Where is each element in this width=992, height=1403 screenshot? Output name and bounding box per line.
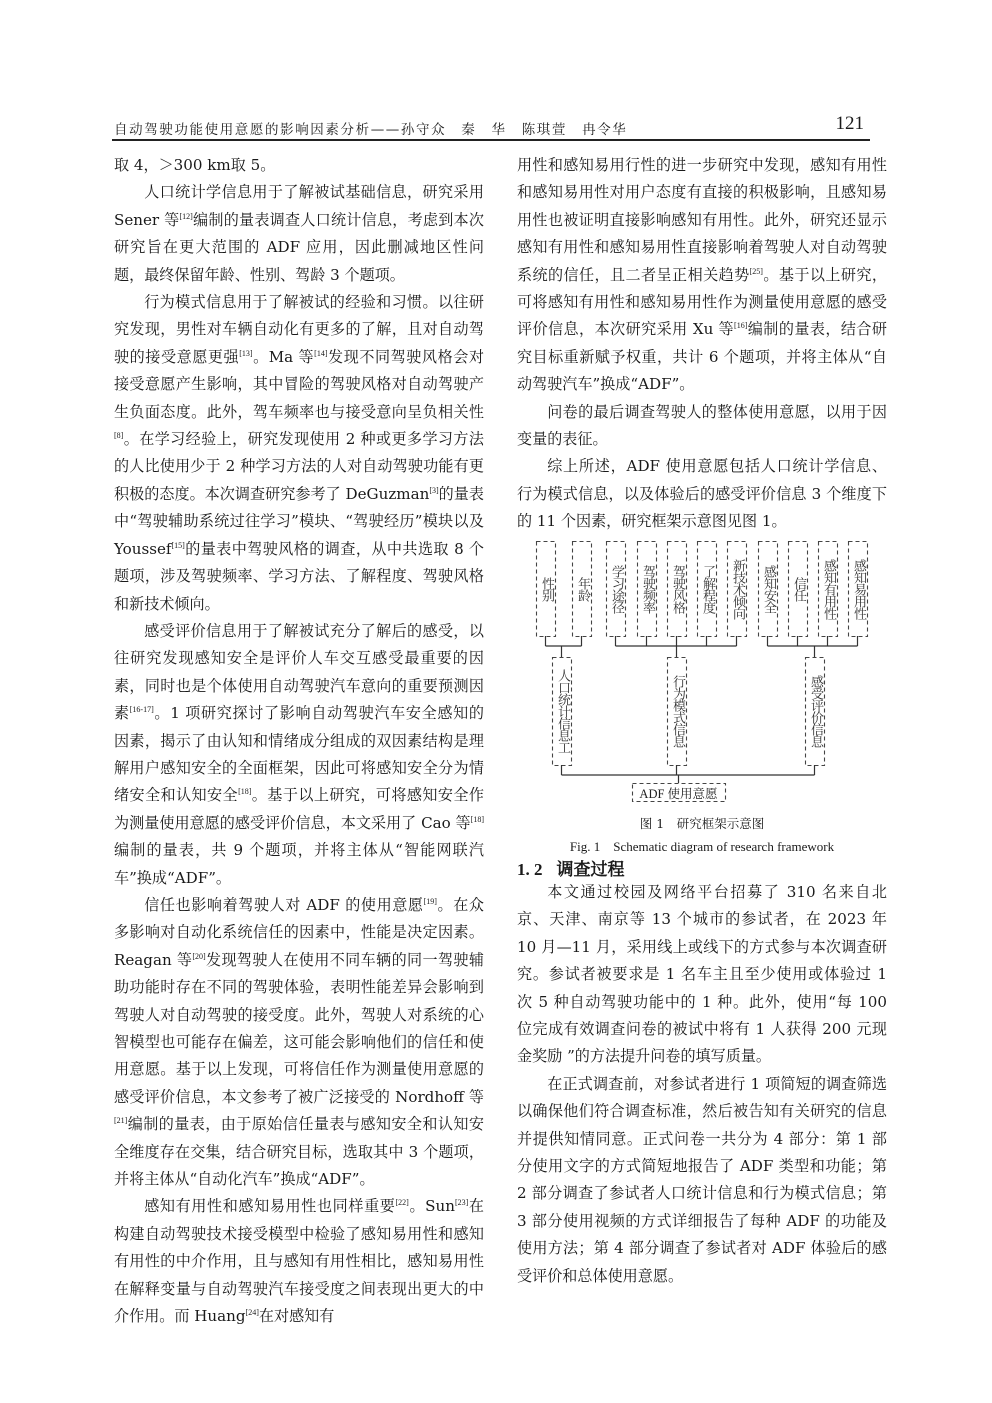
citation[interactable]: [16-17] (129, 705, 154, 715)
research-framework-figure (525, 535, 885, 820)
text: 编制的量表，共 9 个题项，并将主体从“智能网联汽车”换成“ADF”。 (114, 841, 484, 887)
text: 编制的量表，结合研究目标重新赋予权重，共计 6 个题项，并将主体从“自动驾驶汽车”换成“ADF”。 (517, 320, 887, 394)
citation[interactable]: [25] (749, 266, 763, 276)
text: 。在学习经验上，研究发现使用 2 种或更多学习方法的人比使用少于 2 种学习方法的人对自动驾驶功能有更积极的态度。本次调查研究参考了 DeGuzman (114, 430, 484, 503)
factor-label: 学习途径 (609, 564, 624, 613)
dimension-label: 感受评价信息 (808, 675, 823, 747)
right-column (517, 152, 887, 536)
text: 。Sun (408, 1197, 455, 1216)
text: 。基于以上研究，可将感知有用性和感知易用性作为测量使用意愿的感受评价信息，本次研究采用 Xu 等 (517, 265, 887, 339)
citation[interactable]: [14] (314, 348, 328, 358)
paragraph-demographics (114, 179, 484, 289)
factor-label: 驾驶风格 (670, 564, 685, 613)
text: 的量表中驾驶风格的调查，从中共选取 8 个题项，涉及驾驶频率、学习方法、了解程度、驾驶风格和新技术倾向。 (114, 539, 484, 613)
left-column (114, 152, 484, 1330)
dimension-label: 人口统计信息工 (555, 669, 570, 753)
figure-caption-cn: 图 1 研究框架示意图 (639, 816, 765, 831)
text: 。1 项研究探讨了影响自动驾驶汽车安全感知的因素，揭示了由认知和情绪成分组成的双因素结构是理解用户感知安全的全面框架，因此可将感知安全分为情绪安全和认知安全 (114, 704, 484, 805)
section-heading (517, 855, 625, 880)
text: 感知有用性和感知易用性也同样重要 (144, 1197, 396, 1216)
paragraph-perception (114, 618, 484, 892)
figure-caption-en: Fig. 1 Schematic diagram of research framework (569, 839, 835, 854)
paragraph-trust (114, 892, 484, 1193)
text: 信任也影响着驾驶人对 ADF 的使用意愿 (144, 895, 424, 914)
citation[interactable]: [22] (395, 1198, 409, 1208)
section-title: 调查过程 (556, 860, 625, 880)
citation[interactable]: [12] (179, 211, 193, 221)
text: 取 4，＞300 km取 5。 (114, 156, 276, 174)
text: 感受评价信息用于了解被试充分了解后的感受，以往研究发现感知安全是评价人车交互感受最重要的因素，同时也是个体使用自动驾驶汽车意向的重要预测因素 (114, 621, 484, 723)
text: 人口统计学信息用于了解被试基础信息，研究采用 Sener 等 (114, 183, 484, 229)
paragraph-usefulness (114, 1193, 484, 1330)
citation[interactable]: [18] (238, 787, 252, 797)
citation[interactable]: [19] (423, 896, 437, 906)
paragraph-summary: 综上所述，ADF 使用意愿包括人口统计学信息、行为模式信息，以及体验后的感受评价信息 3 个维度下的 11 个因素，研究框架示意图见图 1。 (517, 457, 887, 531)
paragraph-behavior (114, 289, 484, 618)
citation[interactable]: [15] (171, 540, 185, 550)
citation[interactable]: [13] (239, 348, 253, 358)
section-number: 1. 2 (517, 860, 543, 879)
paragraph-procedure: 在正式调查前，对参试者进行 1 项简短的调查筛选以确保他们符合调查标准，然后被告知有关研究的信息并提供知情同意。正式问卷一共分为 4 部分：第 1 部分使用文字的方式简短地报告了 ADF 类型和功能；第 2 部分调查了参试者人口统计信息和行为模式信息；第 3 部分使用视频的方式详细报告了每种 ADF 的功能及使用方法；第 4 部分调查了参试者对 ADF 体验后的感受评价和总体使用意愿。 (517, 1074, 887, 1285)
text: 行为模式信息用于了解被试的经验和习惯。以往研究发现，男性对车辆自动化有更多的了解，且对自动驾驶的接受意愿更强 (114, 293, 484, 366)
paragraph-overall-intention: 问卷的最后调查驾驶人的整体使用意愿，以用于因变量的表征。 (517, 402, 887, 449)
factor-label: 驾驶频率 (640, 564, 655, 613)
paragraph-recruitment: 本文通过校园及网络平台招募了 310 名来自北京、天津、南京等 13 个城市的参试者，在 2023 年 10 月—11 月，采用线上或线下的方式参与本次调查研究。参试者被要求是 1 名车主且至少使用或体验过 1 次 5 种自动驾驶功能中的 1 种。此外，使用“每 100 位完成有效调查问卷的被试中将有 1 人获得 200 元现金奖励 ”的方法提升问卷的填写质量。 (517, 883, 887, 1066)
factor-label: 信任 (791, 576, 806, 601)
paragraph-continuation (114, 152, 484, 179)
factor-label: 新技术倾向 (730, 558, 745, 619)
citation[interactable]: [23] (454, 1198, 469, 1208)
citation[interactable]: [18] (470, 814, 484, 824)
text: 。基于以上研究，可将感知安全作为测量使用意愿的感受评价信息，本文采用了 Cao 等 (114, 786, 484, 832)
text: 。Ma 等 (252, 347, 315, 366)
factor-label: 感知有用性 (821, 558, 836, 619)
factor-label: 感知易用性 (851, 558, 866, 619)
factor-label: 感知安全 (761, 564, 776, 613)
paragraph-usefulness-cont (517, 152, 887, 399)
factor-label: 了解程度 (700, 564, 715, 613)
page-number: 121 (835, 113, 864, 134)
text: 在构建自动驾驶技术接受模型中检验了感知易用性和感知有用性的中介作用，且与感知有用性相比，感知易用性在解释变量与自动驾驶汽车接受度之间表现出更大的中介作用。而 Huang (114, 1197, 484, 1326)
text: 。在众多影响对自动化系统信任的因素中，性能是决定因素。Reagan 等 (114, 895, 484, 969)
factor-label: 年龄 (575, 576, 590, 601)
text: 编制的量表调查人口统计信息，考虑到本次研究旨在更大范围的 ADF 应用，因此删减地区性问题，最终保留年龄、性别、驾龄 3 个题项。 (114, 210, 484, 284)
factor-label: 性别 (539, 576, 554, 601)
text: 的量表中“驾驶辅助系统过往学习”模块、“驾驶经历”模块以及 Youssef (114, 484, 484, 558)
outcome-label: ADF 使用意愿 (639, 787, 718, 801)
running-header (112, 112, 870, 140)
citation[interactable]: [20] (192, 951, 206, 961)
header-rule (112, 139, 870, 141)
text: 发现驾驶人在使用不同车辆的同一驾驶辅助功能时存在不同的驾驶体验，表明性能差异会影响到驾驶人对自动驾驶的接受度。此外，驾驶人对系统的心智模型也可能存在偏差，这可能会影响他们的信任和使用意愿。基于以上发现，可将信任作为测量使用意愿的感受评价信息，本文参考了被广泛接受的 Nordhoff 等 (114, 950, 484, 1106)
citation[interactable]: [21] (114, 1116, 128, 1126)
text: 在对感知有 (258, 1307, 335, 1326)
citation[interactable]: [24] (245, 1308, 259, 1318)
running-title: 自动驾驶功能使用意愿的影响因素分析——孙守众 秦 华 陈琪萱 冉令华 (114, 122, 628, 138)
text: 编制的量表，由于原始信任量表与感知安全和认知安全维度存在交集，结合研究目标，选取其中 3 个题项，并将主体从“自动化汽车”换成“ADF”。 (114, 1115, 484, 1189)
citation[interactable]: [3] (429, 485, 439, 495)
text: 用性和感知易用行性的进一步研究中发现，感知有用性和感知易用性对用户态度有直接的积极影响，且感知易用性也被证明直接影响感知有用性。此外，研究还显示感知有用性和感知易用性直接影响着驾驶人对自动驾驶系统的信任，且二者呈正相关趋势 (517, 156, 887, 284)
citation[interactable]: [16] (734, 321, 748, 331)
citation[interactable]: [8] (114, 431, 124, 441)
section-body (517, 879, 887, 1290)
text: 发现不同驾驶风格会对接受意愿产生影响，其中冒险的驾驶风格对自动驾驶产生负面态度。此外，驾车频率也与接受意向呈负相关性 (114, 347, 484, 421)
dimension-label: 行为模式信息 (670, 675, 685, 747)
